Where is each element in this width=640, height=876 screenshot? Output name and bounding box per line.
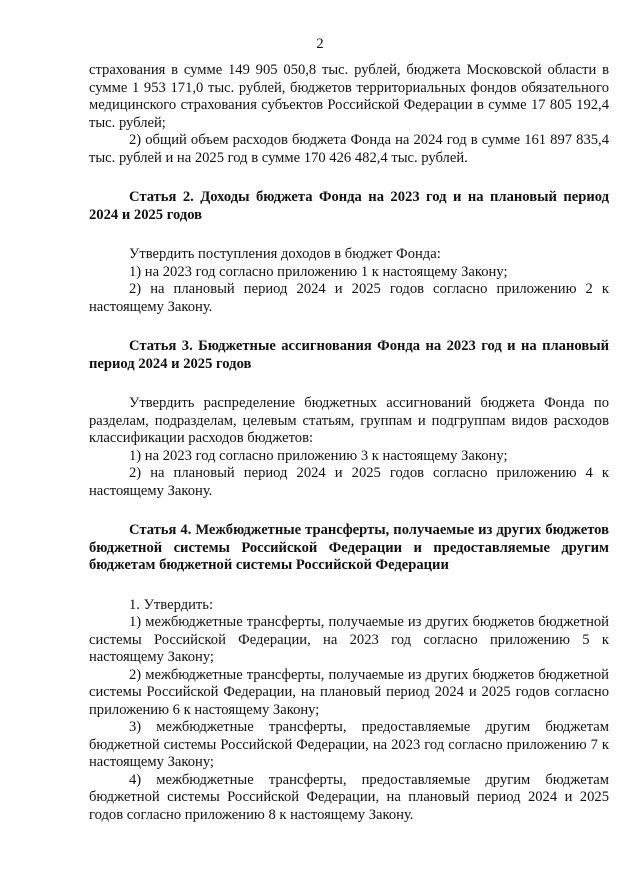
list-item: 2) межбюджетные трансферты, получаемые из других бюджетов бюджетной системы Российской Федерации, на плановый период 2024 и 2025 годов согласно приложению 6 к настоящему Закону; [89,666,609,718]
paragraph: страхования в сумме 149 905 050,8 тыс. рублей, бюджета Московской области в сумме 1 953 171,0 тыс. рублей, бюджетов территориальных фондов обязательного медицинского страхования субъектов Российской Федерации в сумме 17 805 192,4 тыс. рублей; [89,62,609,131]
list-item: 1) межбюджетные трансферты, получаемые из других бюджетов бюджетной системы Российской Федерации, на 2023 год согласно приложению 5 к настоящему Закону; [89,614,609,665]
list-item: 2) на плановый период 2024 и 2025 годов согласно приложению 4 к настоящему Закону. [89,465,609,499]
paragraph: 2) общий объем расходов бюджета Фонда на 2024 год в сумме 161 897 835,4 тыс. рублей и на 2025 год в сумме 170 426 482,4 тыс. рублей. [89,132,609,166]
document-body [89,62,609,824]
article-heading: Статья 3. Бюджетные ассигнования Фонда на 2023 год и на плановый период 2024 и 2025 годов [89,338,609,372]
article-heading: Статья 4. Межбюджетные трансферты, получаемые из других бюджетов бюджетной системы Российской Федерации и предоставляемые другим бюджетам бюджетной системы Российской Федерации [89,522,609,573]
list-item: 2) на плановый период 2024 и 2025 годов согласно приложению 2 к настоящему Закону. [89,281,609,315]
paragraph: 1. Утвердить: [129,596,214,613]
article-heading: Статья 2. Доходы бюджета Фонда на 2023 год и на плановый период 2024 и 2025 годов [89,189,609,223]
list-item: 3) межбюджетные трансферты, предоставляемые другим бюджетам бюджетной системы Российской Федерации, на 2023 год согласно приложению 7 к настоящему Закону; [89,719,609,770]
list-item: 4) межбюджетные трансферты, предоставляемые другим бюджетам бюджетной системы Российской Федерации, на плановый период 2024 и 2025 годов согласно приложению 8 к настоящему Закону. [89,771,609,823]
page-number: 2 [316,36,324,52]
paragraph: Утвердить распределение бюджетных ассигнований бюджета Фонда по разделам, подразделам, целевым статьям, группам и подгруппам видов расходов классификации расходов бюджетов: [89,395,609,446]
list-item: 1) на 2023 год согласно приложению 3 к настоящему Закону; [129,447,508,464]
paragraph: Утвердить поступления доходов в бюджет Фонда: [129,246,441,262]
list-item: 1) на 2023 год согласно приложению 1 к настоящему Закону; [129,263,508,280]
